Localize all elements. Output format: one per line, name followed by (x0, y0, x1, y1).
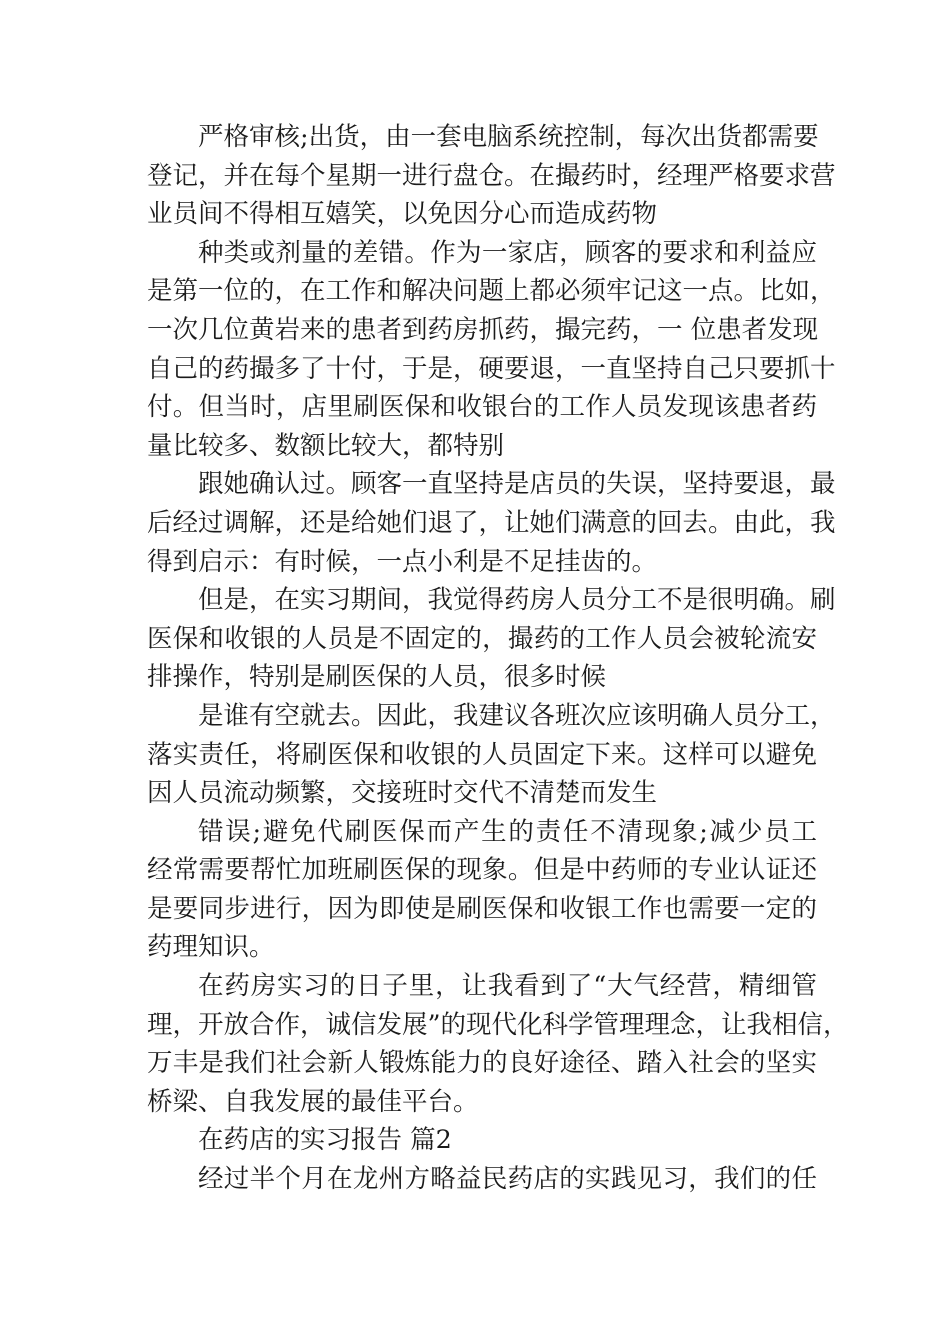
text-line: 落实责任，将刷医保和收银的人员固定下来。这样可以避免 (147, 739, 817, 770)
text-line: 严格审核;出货，由一套电脑系统控制，每次出货都需要 (198, 122, 819, 152)
text-line: 量比较多、数额比较大，都特别 (147, 430, 505, 461)
text-line: 排操作，特别是刷医保的人员，很多时候 (147, 662, 607, 693)
text-line: 得到启示：有时候，一点小利是不足挂齿的。 (147, 546, 658, 577)
text-line: 是要同步进行，因为即使是刷医保和收银工作也需要一定的 (147, 893, 817, 924)
text-line: 桥梁、自我发展的最佳平台。 (147, 1086, 479, 1117)
text-line: 经过半个月在龙州方略益民药店的实践见习，我们的任 (198, 1164, 817, 1195)
text-line: 登记，并在每个星期一进行盘仓。在撮药时，经理严格要求营 (147, 160, 836, 191)
text-line: 后经过调解，还是给她们退了，让她们满意的回去。由此，我 (147, 507, 836, 538)
text-line: 跟她确认过。顾客一直坚持是店员的失误，坚持要退，最 (198, 469, 836, 500)
text-line: 是第一位的，在工作和解决问题上都必须牢记这一点。比如， (147, 276, 836, 307)
text-line: 医保和收银的人员是不固定的，撮药的工作人员会被轮流安 (147, 623, 817, 654)
text-line: 在药房实习的日子里，让我看到了“大气经营，精细管 (198, 971, 817, 1002)
text-line: 自己的药撮多了十付，于是，硬要退，一直坚持自己只要抓十 (147, 353, 836, 384)
text-line: 业员间不得相互嬉笑，以免因分心而造成药物 (147, 199, 658, 230)
text-line: 经常需要帮忙加班刷医保的现象。但是中药师的专业认证还 (147, 855, 817, 886)
text-line: 万丰是我们社会新人锻炼能力的良好途径、踏入社会的坚实 (147, 1048, 817, 1079)
text-line: 理，开放合作，诚信发展”的现代化科学管理理念，让我相信， (147, 1009, 849, 1040)
text-line: 但是，在实习期间，我觉得药房人员分工不是很明确。刷 (198, 585, 836, 616)
text-line: 种类或剂量的差错。作为一家店，顾客的要求和利益应 (198, 237, 817, 268)
text-line: 在药店的实习报告 篇2 (198, 1125, 452, 1156)
text-line: 错误;避免代刷医保而产生的责任不清现象;减少员工 (198, 816, 817, 847)
body-text (147, 118, 849, 1199)
text-line: 付。但当时，店里刷医保和收银台的工作人员发现该患者药 (147, 392, 817, 423)
text-line: 是谁有空就去。因此，我建议各班次应该明确人员分工， (198, 700, 836, 731)
text-line: 一次几位黄岩来的患者到药房抓药，撮完药，一 位患者发现 (147, 314, 819, 345)
text-line: 药理知识。 (147, 932, 275, 963)
text-line: 因人员流动频繁，交接班时交代不清楚而发生 (147, 778, 658, 809)
